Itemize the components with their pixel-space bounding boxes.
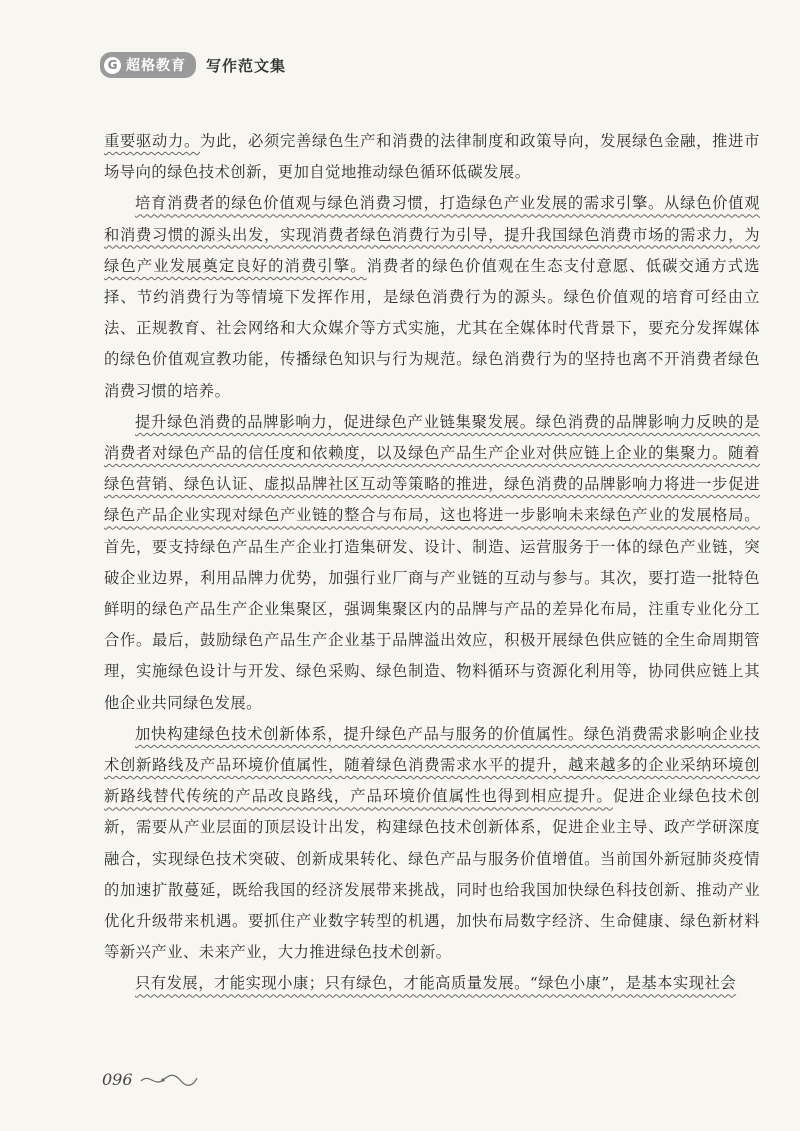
page-number: 096 <box>102 1070 133 1089</box>
underlined-text: 培育消费者的绿色价值观与绿色消费习惯，打造绿色产业发展的需求引擎。从绿色价值观和消费习惯的源头出发，实现消费者绿色消费行为引导，提升我国绿色消费市场的需求力，为绿色产业发展奠定良好的消费引擎。 <box>104 194 760 275</box>
page-header <box>100 52 286 78</box>
paragraph-5 <box>104 968 760 999</box>
underlined-text: 只有发展，才能实现小康；只有绿色，才能高质量发展。“绿色小康”，是基本实现社会 <box>135 974 737 993</box>
underlined-text: 提升绿色消费的品牌影响力，促进绿色产业链集聚发展。绿色消费的品牌影响力反映的是消费者对绿色产品的信任度和依赖度，以及绿色产品生产企业对供应链上企业的集聚力。随着绿色营销、绿色认证、虚拟品牌社区互动等策略的推进，绿色消费的品牌影响力将进一步促进绿色产品企业实现对绿色产业链的整合与布局，这也将进一步影响未来绿色产业的发展格局。 <box>104 412 760 525</box>
body-text: 促进企业绿色技术创新，需要从产业层面的顶层设计出发，构建绿色技术创新体系，促进企业主导、政产学研深度融合，实现绿色技术突破、创新成果转化、绿色产品与服务价值增值。当前国外新冠肺炎疫情的加速扩散蔓延，既给我国的经济发展带来挑战，同时也给我国加快绿色科技创新、推动产业优化升级带来机遇。要抓住产业数字转型的机遇，加快布局数字经济、生命健康、绿色新材料等新兴产业、未来产业，大力推进绿色技术创新。 <box>104 787 760 962</box>
paragraph-1 <box>104 126 760 188</box>
brand-logo-icon: G <box>104 57 121 74</box>
collection-title: 写作范文集 <box>206 56 287 75</box>
ornament-swirl-icon <box>139 1071 199 1089</box>
brand-name: 超格教育 <box>126 58 186 74</box>
article-body <box>104 126 760 1000</box>
body-text: 消费者的绿色价值观在生态支付意愿、低碳交通方式选择、节约消费行为等情境下发挥作用，是绿色消费行为的源头。绿色价值观的培育可经由立法、正规教育、社会网络和大众媒介等方式实施，尤其在全媒体时代背景下，要充分发挥媒体的绿色价值观宣教功能，传播绿色知识与行为规范。绿色消费行为的坚持也离不开消费者绿色消费习惯的培养。 <box>104 256 760 400</box>
underlined-text: 重要驱动力。 <box>104 132 201 150</box>
brand-badge <box>100 52 196 78</box>
underlined-text: 加快构建绿色技术创新体系，提升绿色产品与服务的价值属性。绿色消费需求影响企业技术创新路线及产品环境价值属性，随着绿色消费需求水平的提升，越来越多的企业采纳环境创新路线替代传统的产品改良路线，产品环境价值属性也得到相应提升。 <box>104 724 760 806</box>
body-text: 为此，必须完善绿色生产和消费的法律制度和政策导向，发展绿色金融，推进市场导向的绿色技术创新，更加自觉地推动绿色循环低碳发展。 <box>104 132 760 182</box>
paragraph-2 <box>104 188 760 406</box>
body-text: 首先，要支持绿色产品生产企业打造集研发、设计、制造、运营服务于一体的绿色产业链，突破企业边界，利用品牌力优势，加强行业厂商与产业链的互动与参与。其次，要打造一批特色鲜明的绿色产品生产企业集聚区，强调集聚区内的品牌与产品的差异化布局，注重专业化分工合作。最后，鼓励绿色产品生产企业基于品牌溢出效应，积极开展绿色供应链的全生命周期管理，实施绿色设计与开发、绿色采购、绿色制造、物料循环与资源化利用等，协同供应链上其他企业共同绿色发展。 <box>104 537 760 712</box>
paragraph-3 <box>104 407 760 719</box>
paragraph-4 <box>104 719 760 969</box>
page-footer <box>102 1070 199 1089</box>
